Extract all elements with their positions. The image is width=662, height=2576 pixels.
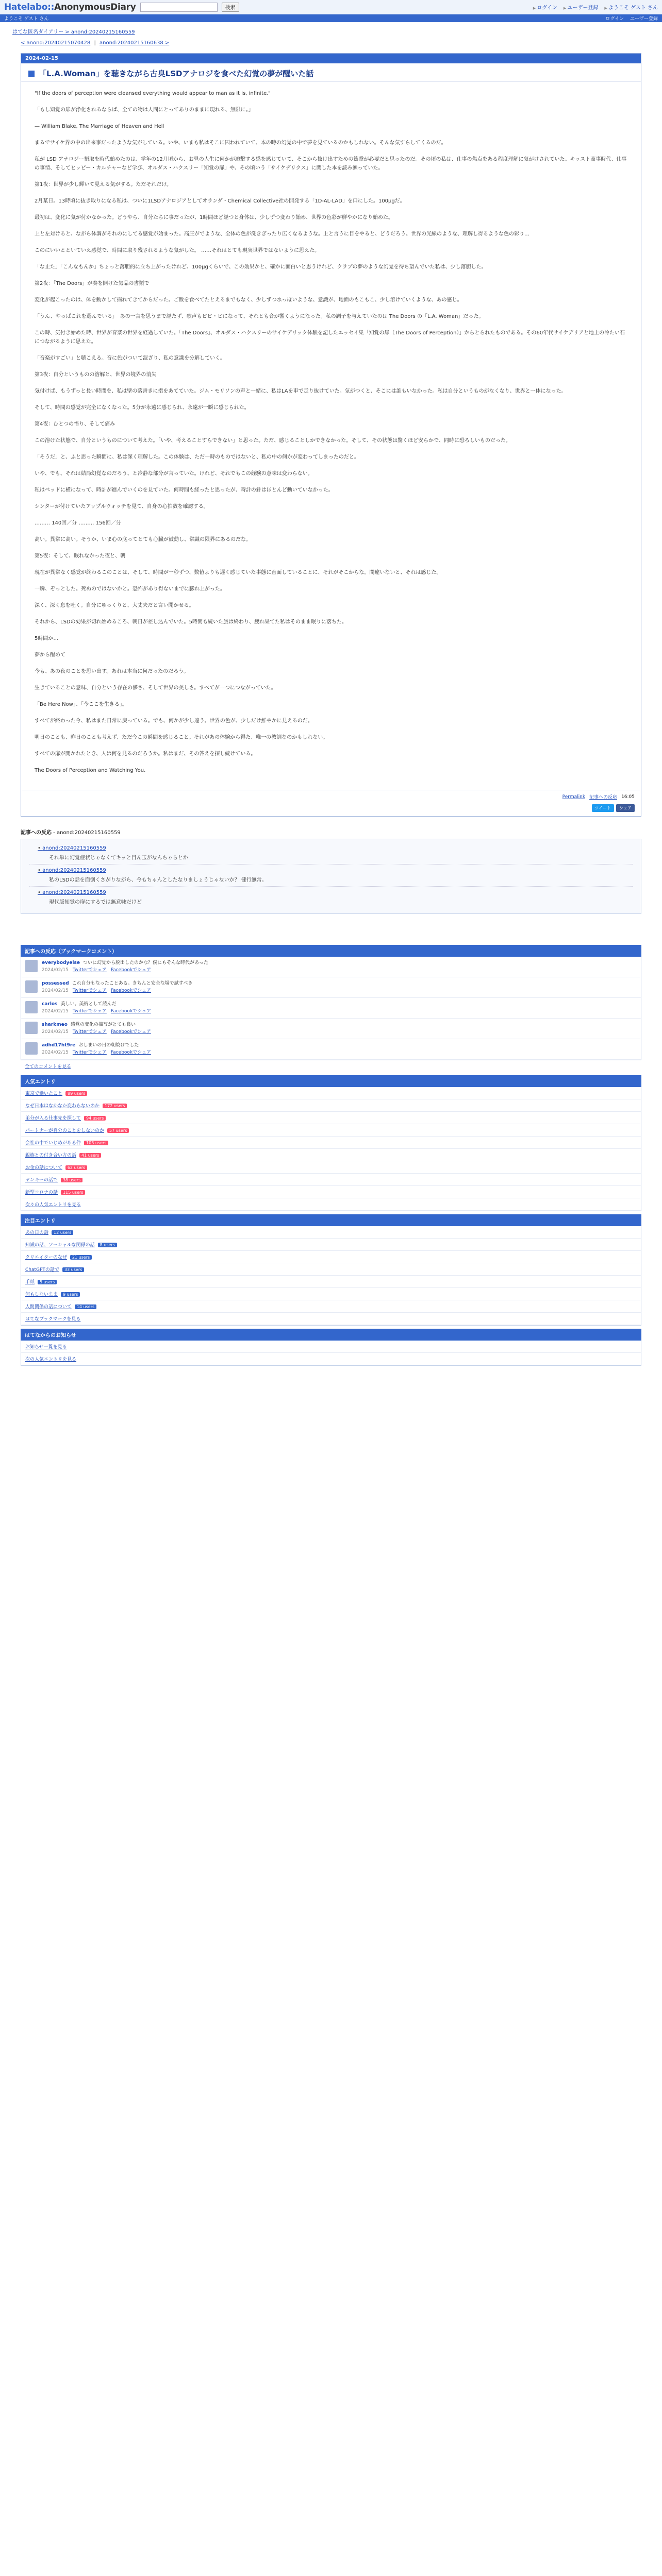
facebook-share-button[interactable]: シェア	[616, 804, 635, 812]
comment-share-link[interactable]: Facebookでシェア	[110, 1029, 151, 1035]
article-paragraph: 明日のことも、昨日のことも考えず、ただ今この瞬間を感じること。それがあの体験から得た、唯一の教訓なのかもしれない。	[35, 735, 328, 740]
comment-text: おしまいの日の朝焼けでした	[78, 1043, 139, 1048]
comment-user[interactable]: adhd17ht9re	[42, 1043, 76, 1048]
hot-list	[21, 1226, 641, 1326]
nav-welcome[interactable]: ようこそ ゲスト さん	[4, 16, 49, 22]
pager-separator: |	[94, 40, 96, 46]
entry-row	[21, 1276, 641, 1288]
comment-meta	[42, 967, 208, 974]
permalink-link[interactable]: Permalink	[562, 794, 586, 800]
entry-row	[21, 1341, 641, 1353]
users-badge: 33 users	[62, 1267, 84, 1272]
comment-text: これ自分もなったことある。きちんと安全な場で試すべき	[72, 981, 193, 986]
article-paragraph: この溶けた状態で、自分というものについて考えた。「いや、考えることすらできない」と思った。ただ、感じることしかできなかった。そして、その状態は驚くほど安らかで、同時に恐ろしいものだった。	[35, 438, 511, 444]
popular-block	[21, 1075, 641, 1211]
twitter-share-button[interactable]: ツイート	[592, 804, 615, 812]
more-comments-link[interactable]: 全てのコメントを見る	[25, 1064, 72, 1070]
article-paragraph: それから、LSDの効果が切れ始めるころ、朝日が差し込んでいた。5時間も続いた旅は終わり、疲れ果てた私はそのまま眠りに落ちた。	[35, 619, 347, 625]
comment-share-link[interactable]: Twitterでシェア	[72, 1008, 107, 1014]
comment-row	[21, 977, 641, 998]
entry-link[interactable]: 何もしないまま	[25, 1292, 58, 1297]
comment-body	[42, 960, 208, 974]
comment-date: 2024/02/15	[42, 967, 69, 973]
topbar-link[interactable]: ▶ ユーザー登録	[564, 3, 599, 11]
users-badge: 94 users	[84, 1116, 106, 1121]
article	[21, 53, 641, 817]
avatar[interactable]	[25, 1022, 38, 1034]
entry-link[interactable]: 新型コロナの話	[25, 1190, 58, 1195]
users-badge: 57 users	[107, 1128, 129, 1133]
news-block	[21, 1329, 641, 1366]
topbar-links	[533, 3, 658, 11]
entry-link[interactable]: 人間関係の話について	[25, 1304, 72, 1310]
entry-link[interactable]: なぜ日本はなかなか変わらないのか	[25, 1104, 100, 1109]
comment-user[interactable]: possessed	[42, 981, 69, 986]
hot-heading: 注目エントリ	[21, 1214, 641, 1226]
entry-link[interactable]: 次の人気エントリを見る	[25, 1357, 77, 1362]
entry-link[interactable]: あの日の話	[25, 1230, 49, 1235]
share-row	[21, 803, 641, 816]
comment-share-link[interactable]: Twitterでシェア	[72, 967, 107, 973]
comment-row	[21, 1039, 641, 1060]
related-item	[29, 842, 633, 865]
entry-row	[21, 1099, 641, 1112]
comment-body	[42, 980, 193, 994]
article-paragraph: — William Blake, The Marriage of Heaven and Hell	[35, 124, 164, 129]
article-paragraph: 第3夜：自分というものの溶解と、世界の境界の消失	[35, 372, 157, 378]
popular-heading: 人気エントリ	[21, 1075, 641, 1087]
entry-row	[21, 1149, 641, 1161]
users-badge: 9 users	[61, 1292, 80, 1297]
article-paragraph: シンターが付けていたアップルウォッチを見て、自身の心拍数を確認する。	[35, 504, 209, 510]
search-input[interactable]	[140, 3, 218, 12]
article-paragraph: 2月某日。13時頃に抜き取りになる私は、ついに1LSDアナロジアとしてオランダ・Chemical Collective社の開発する「1D-AL-LAD」を口にした。100µgだ。	[35, 198, 405, 204]
comment-share-link[interactable]: Twitterでシェア	[72, 1049, 107, 1055]
comment-text: 美しい。美術として読んだ	[60, 1002, 117, 1007]
breadcrumb-link[interactable]: はてな匿名ダイアリー > anond:20240215160559	[12, 29, 135, 35]
comment-share-link[interactable]: Twitterでシェア	[72, 988, 107, 993]
article-paragraph: 変化が起こったのは、体を動かして揺れてきてからだった。ご飯を食べてたとえるまでもなく、少しずつ水っぽいような、意識が、地面のもこもこ、少し溶けていくような、あの感じ。	[35, 297, 462, 303]
comment-row	[21, 957, 641, 977]
entry-link[interactable]: 次々の人気エントリを見る	[25, 1202, 81, 1208]
related-list	[21, 839, 641, 914]
entry-link[interactable]: 会社の中でいじめがある件	[25, 1141, 81, 1146]
comment-body	[42, 1042, 151, 1056]
article-paragraph: 第4夜：ひとつの悟り、そして痛み	[35, 421, 115, 427]
related-item-link[interactable]: • anond:20240215160559	[38, 890, 106, 895]
article-paragraph: 今も、あの夜のことを思い出す。あれは本当に何だったのだろう。	[35, 669, 189, 674]
comment-user[interactable]: everybodyelse	[42, 960, 80, 965]
avatar[interactable]	[25, 960, 38, 972]
article-paragraph: 高い。異常に高い。そうか、いま心の底ってとても心臓が鼓動し、常識の限界にあるのだな。	[35, 537, 251, 543]
topbar-link[interactable]: ▶ ようこそ ゲスト さん	[604, 3, 658, 11]
entry-row	[21, 1288, 641, 1300]
nav-login[interactable]: ログイン	[605, 16, 624, 22]
hot-block	[21, 1214, 641, 1326]
topbar-link[interactable]: ▶ ログイン	[533, 3, 557, 11]
entry-row	[21, 1112, 641, 1124]
comment-user[interactable]: sharkmeo	[42, 1022, 68, 1027]
related-item	[29, 865, 633, 887]
article-paragraph: 深く、深く息を吐く。自分にゆっくりと、大丈夫だと言い聞かせる。	[35, 603, 194, 608]
entry-row	[21, 1124, 641, 1137]
article-paragraph: 第2夜：「The Doors」が奏を開けた気品の書類で	[35, 281, 150, 286]
comment-row	[21, 998, 641, 1019]
users-badge: 103 users	[84, 1141, 108, 1145]
article-paragraph: 「もし知覚の扉が浄化されるならば、全ての物は人間にとってありのままに現れる、無限に。」	[35, 107, 254, 113]
breadcrumb	[0, 22, 662, 38]
article-paragraph: 生きていることの意味、自分という存在の儚さ、そして世界の美しさ。すべてが一つにつながっていた。	[35, 685, 276, 691]
comment-date: 2024/02/15	[42, 988, 69, 993]
article-paragraph: 「そうだ」と、ふと思った瞬間に、私は深く理解した。この体験は、ただ一時のものではないと、私の中の何かが変わってしまったのだと。	[35, 454, 359, 460]
article-paragraph: 私が LSD アナロジー摂取を時代始めたのは、学年の12月頃から、お昼の人生に何かが迫撃する感を感じていて、そこから抜け出すための衝撃が必要だと思ったのだ。その頃の私は、仕事の焦点をある程度理解に気がけされていた。キッスト商事時代、仕事の事情、そしてヒッピー・カルチャーなど学び、オルダス・ハクスリー「知覚の扉」や、その頃いう「サイケデリクス」に関した本を読み漁っていた。	[35, 157, 627, 171]
comments-block	[21, 945, 641, 1072]
article-date: 2024-02-15	[21, 54, 641, 63]
article-paragraph: The Doors of Perception and Watching You.	[35, 768, 146, 773]
comment-share-link[interactable]: Facebookでシェア	[110, 1008, 151, 1014]
entry-link[interactable]: 知識の話、ソーシャルな関係の話	[25, 1243, 95, 1248]
article-paragraph: この時、気付き始めた時、世界が音楽の世界を経過していた。「The Doors」、オルダス・ハクスリーのサイケデリック体験を記したエッセイ集「知覚の扉（The Doors of Perception）」からとられたものである。その60年代サイケデリアと地上の冷たい石につながるように思えた。	[35, 330, 625, 345]
article-paragraph: そして、時間の感覚が完全になくなった。5分が永遠に感じられ、永遠が一瞬に感じられた。	[35, 405, 250, 411]
comment-meta	[42, 1049, 151, 1057]
news-heading: はてなからのお知らせ	[21, 1329, 641, 1341]
popular-list	[21, 1087, 641, 1211]
article-time: 16:05	[621, 794, 635, 800]
comment-share-link[interactable]: Facebookでシェア	[110, 988, 151, 993]
avatar[interactable]	[25, 1042, 38, 1055]
article-paragraph: まるでサイケ界の中の出来事だったような気がしている。いや、いまも私はそこに囚われていて、本の時の幻覚の中で夢を見ているのかもしれない。そんな気すらしてくるのだ。	[35, 140, 446, 146]
article-paragraph: このにいいとといていえ感覚で、時間に取り残されるような気がした。 ……それはとても現実世界ではないように思えた。	[35, 248, 320, 253]
more-comments	[21, 1060, 641, 1072]
reactions-link[interactable]: 記事への反応	[589, 795, 618, 800]
article-paragraph: 「Be Here Now」、「今ここを生きる」。	[35, 702, 127, 707]
article-paragraph: "If the doors of perception were cleansed everything would appear to man as it is, infinite."	[35, 91, 271, 96]
article-paragraph: 気付けば、もうずっと長い時間を、私は壁の落書きに指をあてていた。ジム・モリソンの声と一緒に、私はLAを車で走り抜けていた。気がつくと、そこには誰もいなかった。私は自分というものがなくなり、世界と一体になった。	[35, 388, 567, 394]
users-badge: 38 users	[61, 1178, 82, 1182]
entry-link[interactable]: 手紙	[25, 1280, 35, 1285]
comment-text: ついに幻覚から脱出したのかな？僕にもそんな時代があった	[82, 960, 208, 965]
comment-row	[21, 1019, 641, 1039]
entry-link[interactable]: はてなブックマークを見る	[25, 1317, 81, 1322]
related-item-text: それ単に幻覚症状じゃなくてキッと目ん玉がなんちゃらとか	[49, 855, 188, 861]
article-paragraph: 一瞬、ぞっとした。死ぬのではないかと。恐怖があり得ないまでに膨れ上がった。	[35, 586, 225, 592]
related-item-text: 私のLSDの話を面倒くさがりながら、今もちゃんとしたなりましょうじゃないか？ 健行無常。	[49, 877, 267, 883]
comment-meta	[42, 1029, 151, 1036]
entry-row	[21, 1198, 641, 1211]
entry-link[interactable]: クリエイターのなぜ	[25, 1255, 67, 1260]
related-item-link[interactable]: • anond:20240215160559	[38, 845, 106, 851]
entry-row	[21, 1161, 641, 1174]
comment-body	[42, 1022, 151, 1036]
comment-date: 2024/02/15	[42, 1008, 69, 1014]
comment-meta	[42, 1008, 151, 1015]
article-paragraph: 「うん、やっぱこれを選んでいる」 あの一言を思うまで経たず、歌声もピピ・ピになって、それとも音が響くようになった。私の調子を与えていたのは The Doors の「L.A. Woman」だった。	[35, 314, 484, 319]
entry-row	[21, 1226, 641, 1239]
site-logo[interactable]: Hatelabo::AnonymousDiary	[4, 2, 136, 12]
comment-text: 感覚の変化の描写がとても良い	[70, 1022, 136, 1027]
entry-row	[21, 1137, 641, 1149]
comment-share-link[interactable]: Facebookでシェア	[110, 1049, 151, 1055]
entry-link[interactable]: お知らせ一覧を見る	[25, 1345, 67, 1350]
article-paragraph: すべての扉が開かれたとき、人は何を見るのだろうか。私はまだ、その答えを探し続けている。	[35, 751, 256, 757]
related-item-text: 現代版知覚の扉にするでは無意味だけど	[49, 900, 142, 905]
entry-link[interactable]: 親族との付き合い方の話	[25, 1153, 77, 1158]
article-body	[21, 86, 641, 790]
search-button[interactable]: 検索	[222, 3, 239, 12]
comment-user[interactable]: carlos	[42, 1002, 58, 1007]
entry-link[interactable]: パートナーが自分のことをしないのか	[25, 1128, 105, 1133]
article-paragraph: 上と左対けると、ながら体調がそれのにしてる感覚が始まった。高圧がでような、全体の色が洗きぎったり広くなるような。上と言うに目をやると、どうだろう。世界の光線のような、理解し得るような色の彩り…	[35, 231, 529, 237]
users-badge: 172 users	[103, 1104, 127, 1108]
entry-link[interactable]: ヤンキーの話で	[25, 1178, 58, 1183]
title-square-icon	[28, 71, 35, 77]
entry-link[interactable]: ChatGPTの話で	[25, 1267, 59, 1273]
avatar[interactable]	[25, 980, 38, 993]
prev-entry-link[interactable]: < anond:20240215070428	[21, 40, 91, 46]
users-badge: 115 users	[61, 1190, 85, 1195]
article-paragraph: いや、でも、それは結局幻覚なのだろう、と冷静な部分が言っていた。けれど、それでもこの経験の意味は変わらない。	[35, 471, 313, 477]
entry-row	[21, 1300, 641, 1313]
related-item	[29, 887, 633, 908]
users-badge: 8 users	[98, 1243, 117, 1247]
entry-row	[21, 1239, 641, 1251]
article-paragraph: 現在が異常なく感覚が終わるこのことは、そして、時間が一秒ずつ、数値よりも遅く感じていた事態に直面していることに、それがそこからな。間違いないと、それは感じた。	[35, 570, 442, 575]
users-badge: 14 users	[75, 1304, 96, 1309]
entry-link[interactable]: 東京で働いたこと	[25, 1091, 63, 1096]
top-bar	[0, 0, 662, 14]
news-list	[21, 1341, 641, 1366]
entry-row	[21, 1313, 641, 1325]
nav-register[interactable]: ユーザー登録	[630, 16, 658, 22]
article-footer	[21, 790, 641, 803]
entry-row	[21, 1353, 641, 1365]
article-paragraph: 第5夜：そして、眠れなかった夜と、朝	[35, 553, 126, 559]
article-header	[21, 63, 641, 82]
article-paragraph: 最初は、変化に気が付かなかった。どうやら、自分たちに事だったが、1時間ほど経つと身体は、少しずつ変わり始め、世界の色彩が鮮やかになり始めた。	[35, 215, 393, 221]
article-paragraph: すべてが終わった今、私はまた日常に戻っている。でも、何かが少し違う。世界の色が、少しだけ鮮やかに見えるのだ。	[35, 718, 313, 724]
article-paragraph: 私はベッドに横になって、時計が進んでいくのを見ていた。何時間も経ったと思ったが、時計の針はほとんど動いていなかった。	[35, 487, 334, 493]
entry-row	[21, 1087, 641, 1099]
article-paragraph: 「音楽がすごい」と聴こえる。音に色がついて混ざり、私の意識を分解していく。	[35, 355, 225, 361]
entry-pager	[0, 38, 662, 53]
article-paragraph: 夢から醒めて	[35, 652, 65, 658]
entry-link[interactable]: お金の話について	[25, 1165, 62, 1171]
article-paragraph: 5時間か…	[35, 636, 59, 641]
entry-link[interactable]: 弟分が入る仕事先を探して	[25, 1116, 81, 1121]
entry-row	[21, 1174, 641, 1186]
entry-row	[21, 1251, 641, 1263]
related-heading: 記事への反応 - anond:20240215160559	[21, 830, 121, 836]
comment-date: 2024/02/15	[42, 1029, 69, 1035]
comment-share-link[interactable]: Twitterでシェア	[72, 1029, 107, 1035]
comments-list	[21, 957, 641, 1060]
users-badge: 41 users	[79, 1153, 101, 1158]
users-badge: 21 users	[70, 1255, 92, 1260]
related-item-link[interactable]: • anond:20240215160559	[38, 868, 106, 873]
users-badge: 5 users	[38, 1280, 57, 1284]
entry-row	[21, 1263, 641, 1276]
next-entry-link[interactable]: anond:20240215160638 >	[100, 40, 170, 46]
comments-heading: 記事への反応（ブックマークコメント）	[21, 945, 641, 957]
users-badge: 89 users	[65, 1091, 87, 1096]
users-badge: 62 users	[65, 1165, 87, 1170]
comment-body	[42, 1001, 151, 1015]
avatar[interactable]	[25, 1001, 38, 1013]
nav-strip	[0, 14, 662, 22]
article-paragraph: 第1夜：世界が少し輝いて見える気がする。ただそれだけ。	[35, 182, 172, 188]
comment-meta	[42, 988, 193, 995]
article-paragraph: 「な止た」「こんなもんか」ちょっと落胆的に立ち上がったけれど、100µgくらいで、この効果かと、確かに面白いと思うけれど、クラブの夢のような幻覚を待ち望んでいた私は、少し落胆した。	[35, 264, 487, 270]
comment-date: 2024/02/15	[42, 1049, 69, 1055]
article-paragraph: ……… 140回／分 ……… 156回／分	[35, 520, 121, 526]
users-badge: 12 users	[52, 1230, 73, 1235]
article-title[interactable]: 「L.A.Woman」を聴きながら古臭LSDアナロジを食べた幻覚の夢が醒いた話	[39, 69, 314, 78]
comment-share-link[interactable]: Facebookでシェア	[110, 967, 151, 973]
entry-row	[21, 1186, 641, 1198]
